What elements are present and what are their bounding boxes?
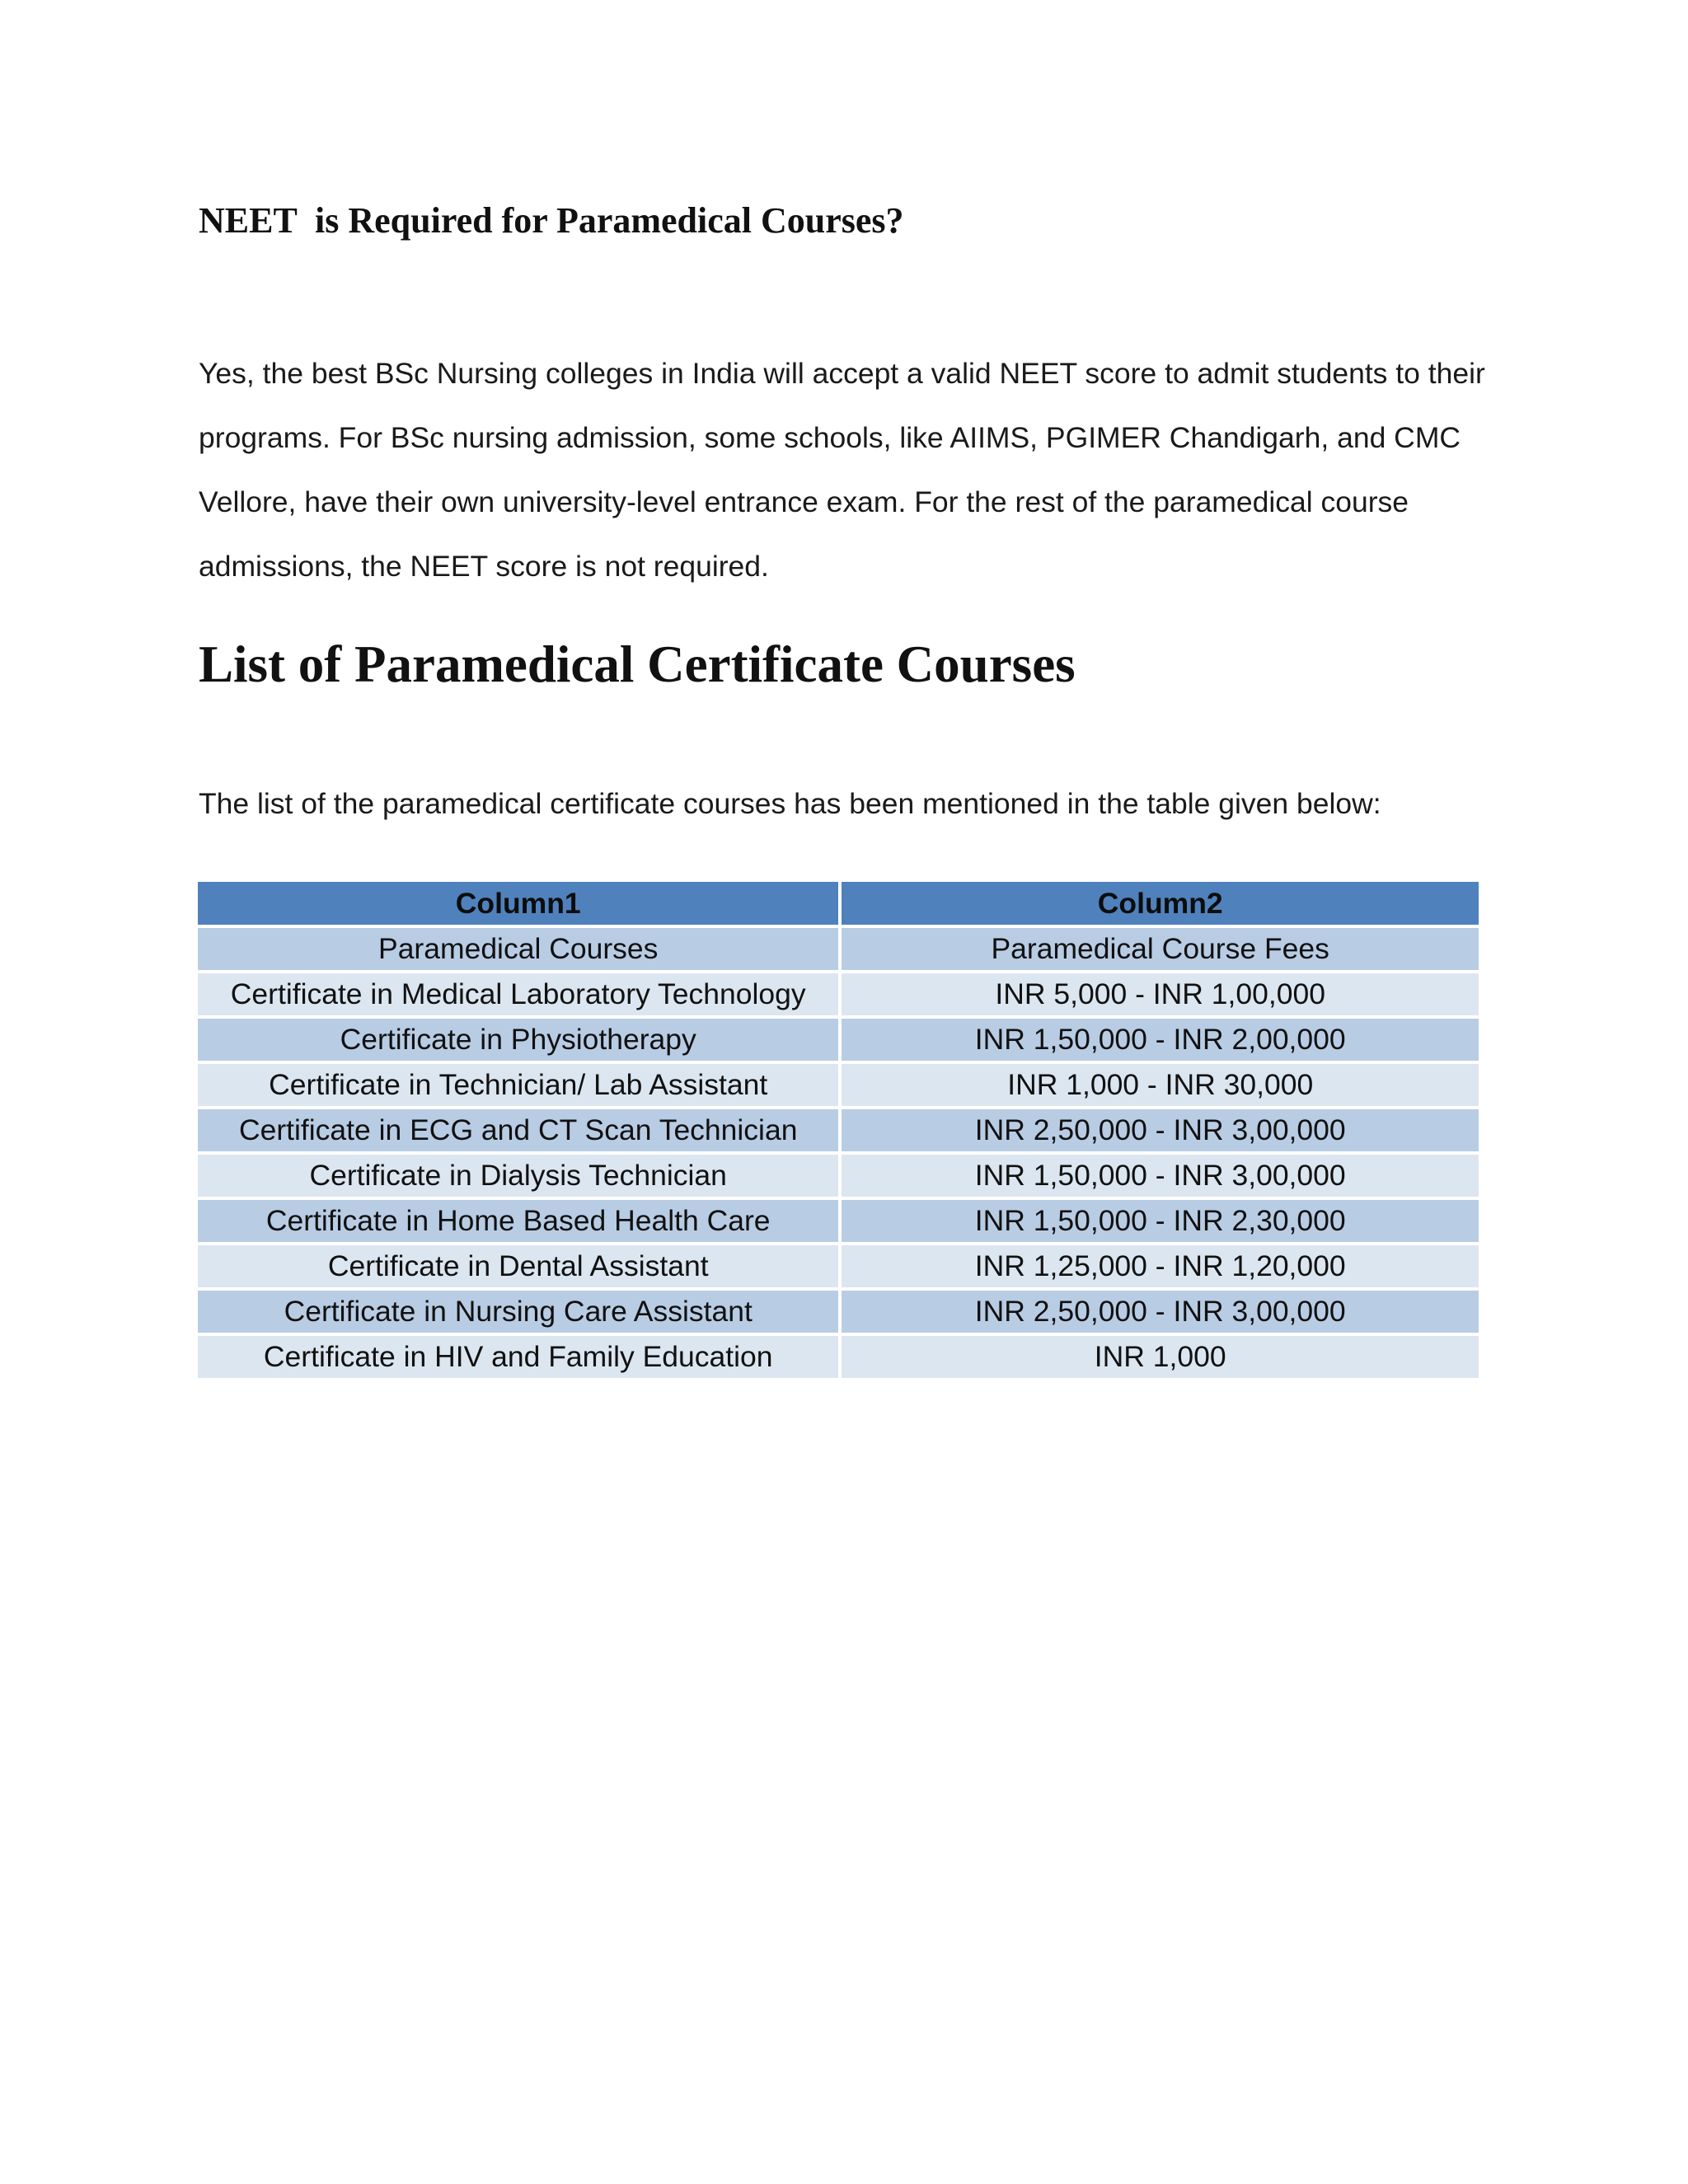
course-name-cell: Certificate in Technician/ Lab Assistant <box>198 1064 838 1106</box>
course-fee-cell: INR 1,50,000 - INR 3,00,000 <box>842 1155 1479 1197</box>
table-header-column2: Column2 <box>842 882 1479 925</box>
course-fee-cell: INR 2,50,000 - INR 3,00,000 <box>842 1109 1479 1151</box>
table-row <box>198 1291 1479 1333</box>
courses-fees-table <box>195 879 1482 1381</box>
table-header-column1: Column1 <box>198 882 838 925</box>
course-name-cell: Paramedical Courses <box>198 928 838 970</box>
course-fee-cell: INR 1,000 <box>842 1336 1479 1378</box>
course-fee-cell: INR 2,50,000 - INR 3,00,000 <box>842 1291 1479 1333</box>
course-fee-cell: INR 1,25,000 - INR 1,20,000 <box>842 1245 1479 1287</box>
course-name-cell: Certificate in Dental Assistant <box>198 1245 838 1287</box>
table-row <box>198 1155 1479 1197</box>
table-header-row <box>198 882 1479 925</box>
table-row <box>198 1064 1479 1106</box>
table-row <box>198 1109 1479 1151</box>
course-fee-cell: INR 1,000 - INR 30,000 <box>842 1064 1479 1106</box>
section-heading: NEET is Required for Paramedical Courses? <box>199 200 904 241</box>
course-fee-cell: INR 5,000 - INR 1,00,000 <box>842 973 1479 1015</box>
course-fee-cell: INR 1,50,000 - INR 2,30,000 <box>842 1200 1479 1242</box>
course-fee-cell: INR 1,50,000 - INR 2,00,000 <box>842 1019 1479 1061</box>
course-name-cell: Certificate in Home Based Health Care <box>198 1200 838 1242</box>
course-name-cell: Certificate in ECG and CT Scan Technician <box>198 1109 838 1151</box>
course-name-cell: Certificate in Medical Laboratory Technology <box>198 973 838 1015</box>
intro-paragraph <box>199 341 1493 598</box>
table-row <box>198 1245 1479 1287</box>
table-intro-text: The list of the paramedical certificate courses has been mentioned in the table given below: <box>199 787 1381 820</box>
course-name-cell: Certificate in Physiotherapy <box>198 1019 838 1061</box>
table-row <box>198 928 1479 970</box>
intro-paragraph-line: Yes, the best BSc Nursing colleges in India will accept a valid NEET score to admit students to their <box>199 357 1485 390</box>
course-name-cell: Certificate in HIV and Family Education <box>198 1336 838 1378</box>
intro-paragraph-line: admissions, the NEET score is not required. <box>199 550 769 583</box>
table-row <box>198 1200 1479 1242</box>
intro-paragraph-line: programs. For BSc nursing admission, some schools, like AIIMS, PGIMER Chandigarh, and CMC <box>199 421 1461 454</box>
course-fee-cell: Paramedical Course Fees <box>842 928 1479 970</box>
table-row <box>198 1336 1479 1378</box>
list-heading: List of Paramedical Certificate Courses <box>199 635 1076 693</box>
intro-paragraph-line: Vellore, have their own university-level entrance exam. For the rest of the paramedical course <box>199 485 1409 518</box>
table-row <box>198 1019 1479 1061</box>
course-name-cell: Certificate in Dialysis Technician <box>198 1155 838 1197</box>
table-row <box>198 973 1479 1015</box>
course-name-cell: Certificate in Nursing Care Assistant <box>198 1291 838 1333</box>
